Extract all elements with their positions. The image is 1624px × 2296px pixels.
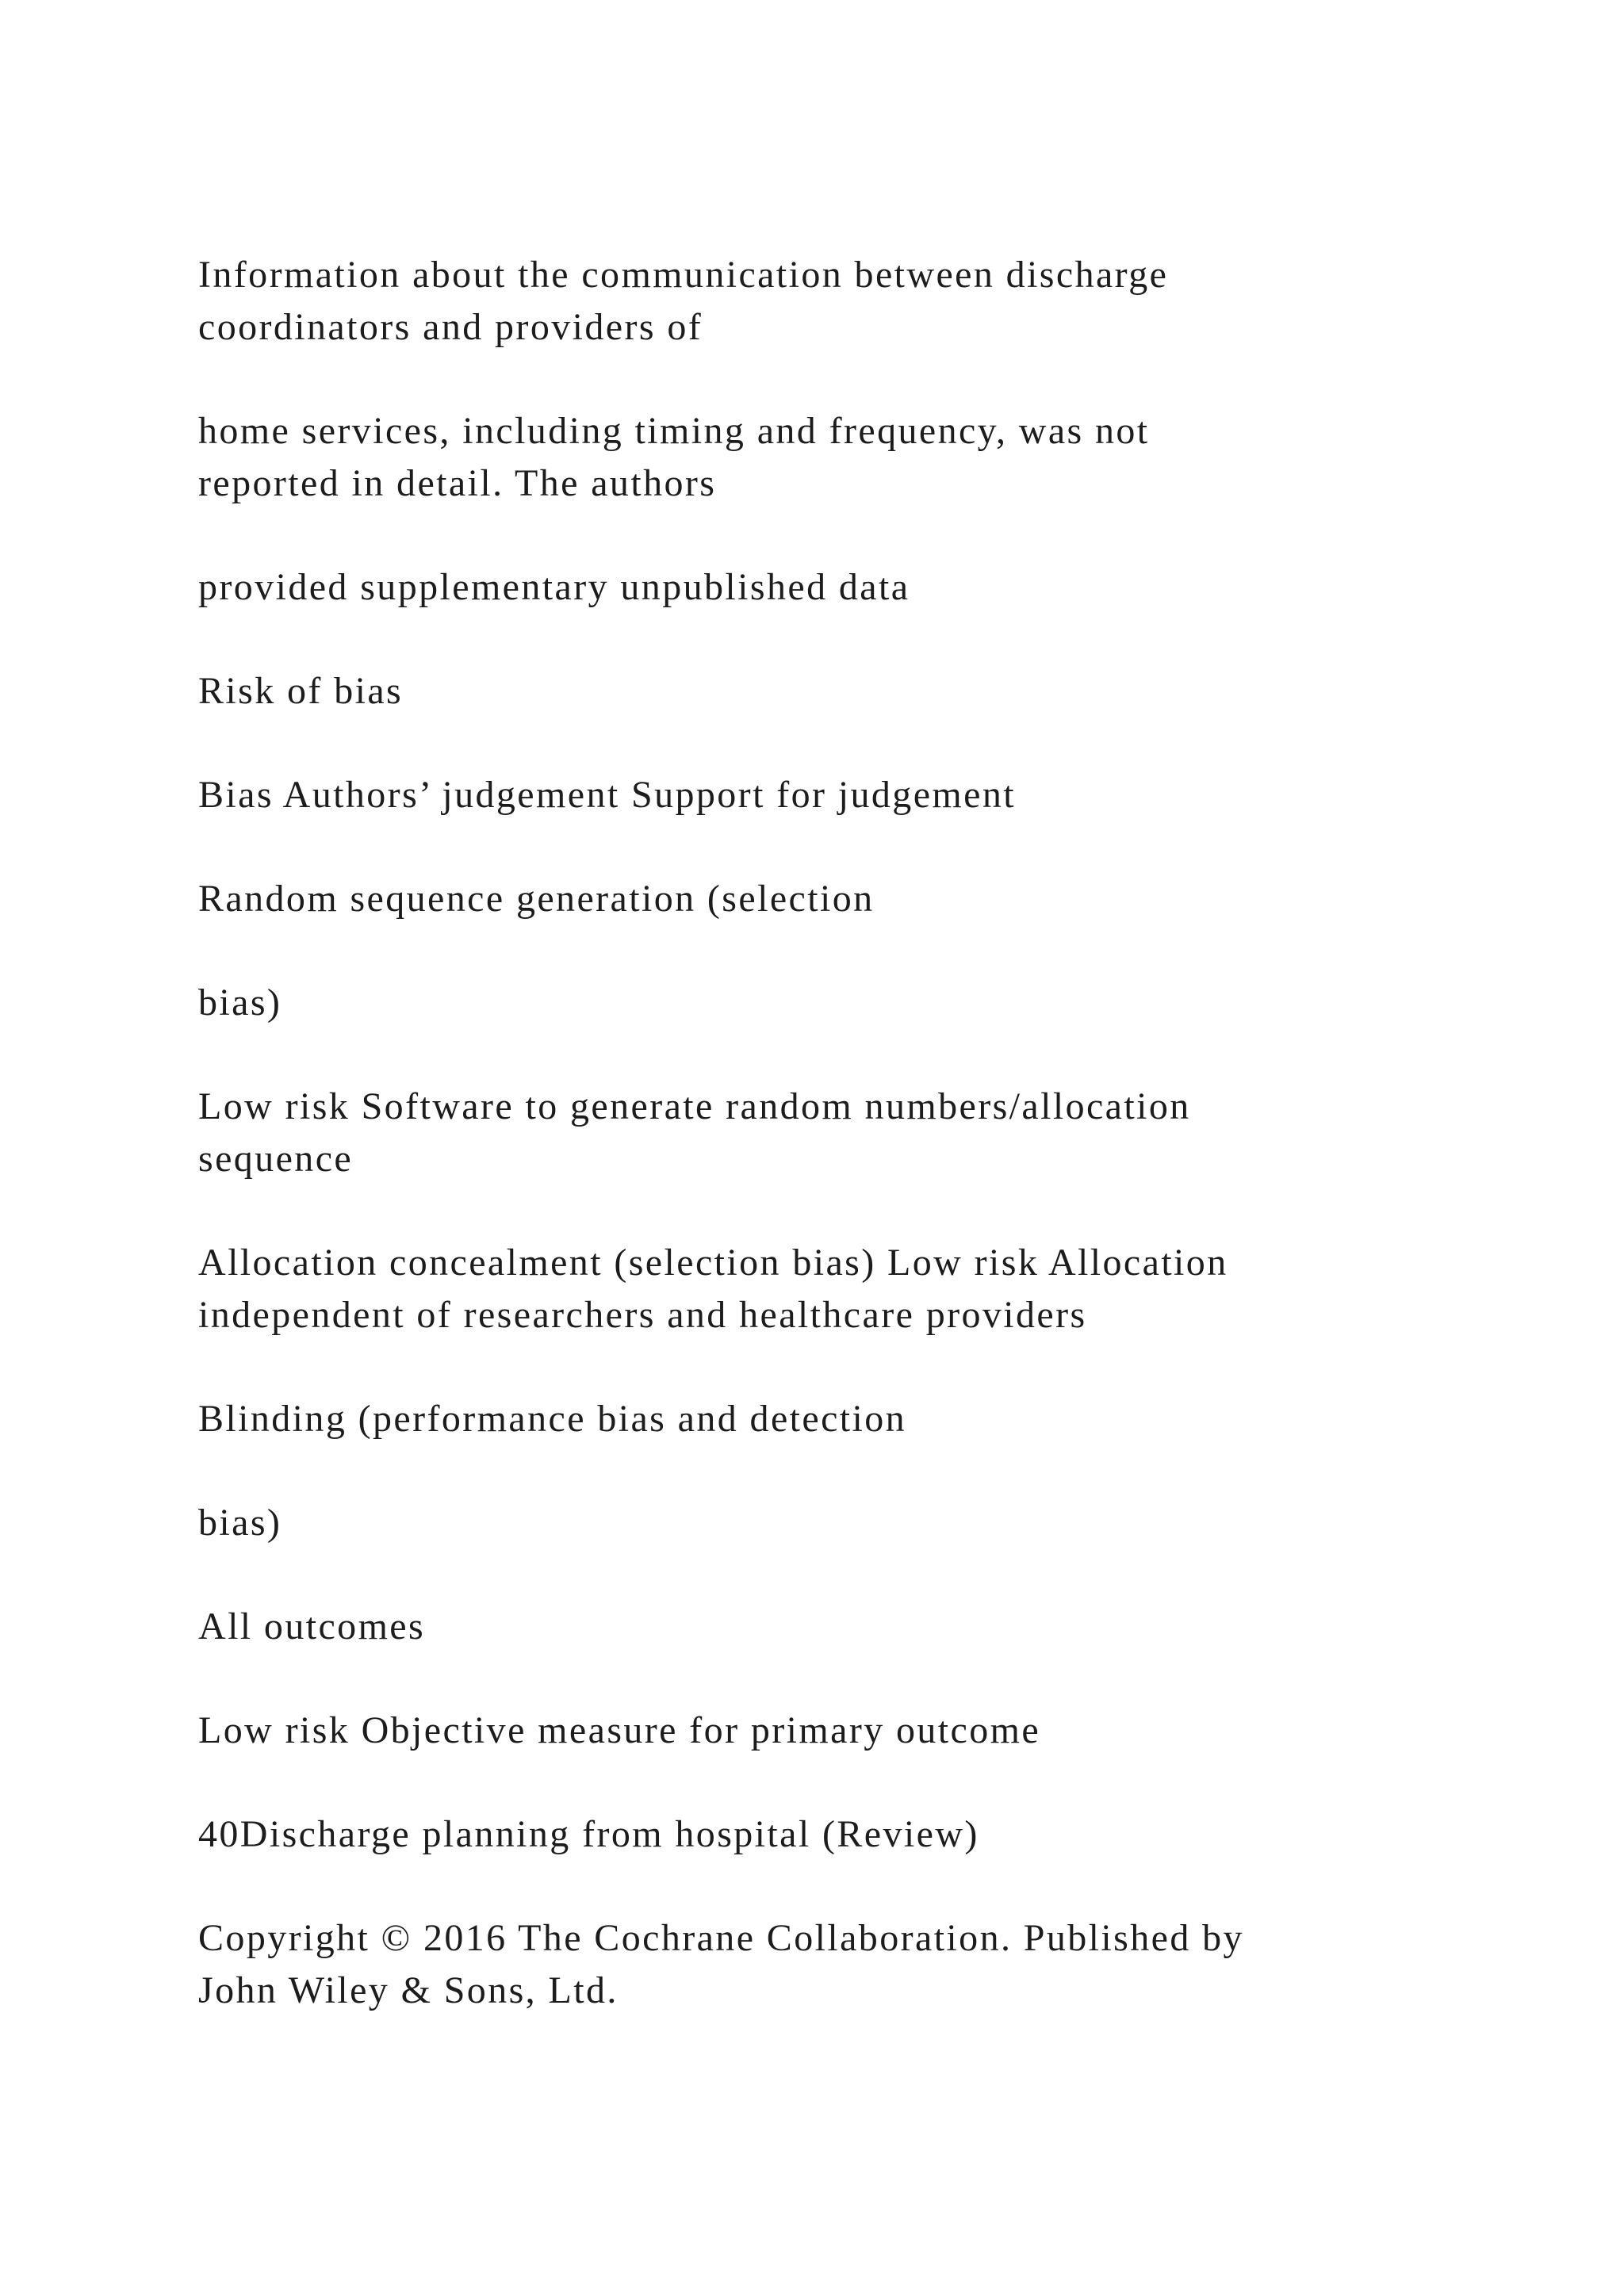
text-line: 40Discharge planning from hospital (Review) <box>198 1813 979 1855</box>
table-header-row <box>198 769 1435 821</box>
section-heading-risk-of-bias <box>198 665 1435 718</box>
document-body <box>198 249 1435 2068</box>
text-line: home services, including timing and frequency, was not <box>198 410 1150 452</box>
text-line: Copyright © 2016 The Cochrane Collaboration. Published by <box>198 1917 1244 1959</box>
row-label-blinding <box>198 1393 1435 1445</box>
text-line: independent of researchers and healthcare providers <box>198 1294 1087 1336</box>
text-line: bias) <box>198 1502 282 1544</box>
text-line: reported in detail. The authors <box>198 462 717 504</box>
paragraph-communication-info <box>198 249 1435 354</box>
text-line: sequence <box>198 1138 354 1180</box>
row-label-random-sequence <box>198 873 1435 925</box>
row-allocation-concealment <box>198 1237 1435 1341</box>
text-line: provided supplementary unpublished data <box>198 566 910 608</box>
row-judgement-blinding <box>198 1705 1435 1757</box>
text-line: Bias Authors’ judgement Support for judgement <box>198 774 1016 816</box>
text-line: Random sequence generation (selection <box>198 878 875 920</box>
paragraph-supplementary-data <box>198 561 1435 614</box>
paragraph-home-services <box>198 405 1435 510</box>
text-line: John Wiley & Sons, Ltd. <box>198 1969 619 2011</box>
text-line: Low risk Objective measure for primary outcome <box>198 1709 1041 1751</box>
text-line: coordinators and providers of <box>198 306 703 348</box>
text-line: Allocation concealment (selection bias) Low risk Allocation <box>198 1242 1228 1284</box>
text-line: All outcomes <box>198 1605 426 1647</box>
text-line: bias) <box>198 982 282 1024</box>
text-line: Blinding (performance bias and detection <box>198 1398 907 1440</box>
page-footer-copyright <box>198 1912 1435 2017</box>
text-line: Low risk Software to generate random numbers/allocation <box>198 1085 1191 1127</box>
row-label-all-outcomes <box>198 1601 1435 1653</box>
row-label-continuation <box>198 977 1435 1029</box>
text-line: Risk of bias <box>198 670 404 712</box>
row-judgement-random-sequence <box>198 1081 1435 1185</box>
text-line: Information about the communication between discharge <box>198 254 1169 296</box>
page-footer-title <box>198 1808 1435 1861</box>
row-label-continuation <box>198 1497 1435 1549</box>
